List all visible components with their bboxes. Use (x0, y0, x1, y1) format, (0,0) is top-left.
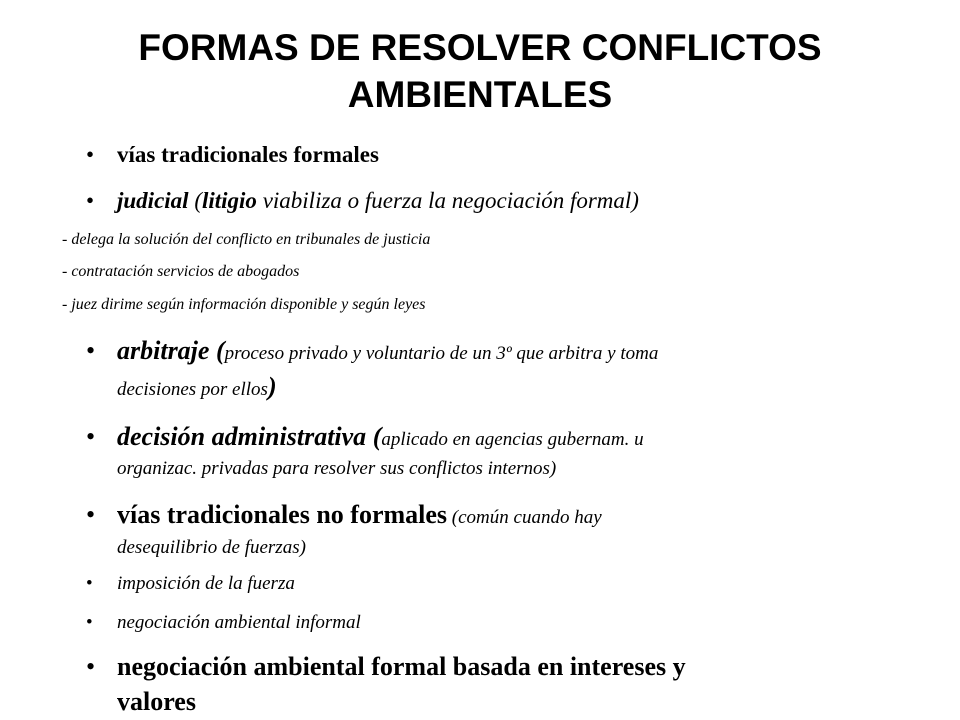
bullet-dot: • (86, 422, 96, 451)
decision-desc-2: organizac. privadas para resolver sus conflictos internos) (117, 458, 557, 479)
paren-open: ( (215, 336, 225, 365)
arbitraje-desc-2: decisiones por ellos (117, 379, 268, 400)
item-text (117, 334, 658, 371)
sub-item-2: - contratación servicios de abogados (62, 263, 300, 280)
sub-item-3: - juez dirime según información disponible y según leyes (62, 296, 426, 313)
judicial-label: judicial (117, 188, 189, 213)
no-formales-desc-2: desequilibrio de fuerzas) (117, 537, 306, 558)
item-text: negociación ambiental formal basada en intereses y (117, 652, 686, 681)
item-text (117, 372, 277, 405)
decision-label: decisión administrativa (117, 422, 373, 451)
bullet-dot: • (86, 500, 96, 529)
page-title: FORMAS DE RESOLVER CONFLICTOS AMBIENTALES (138, 27, 822, 115)
paren-open: ( (372, 422, 382, 451)
paren-close: ) (267, 372, 277, 401)
no-formales-desc: (común cuando hay (447, 507, 602, 528)
arbitraje-desc: proceso privado y voluntario de un 3º que arbitra y toma (224, 343, 659, 364)
no-formales-label: vías tradicionales no formales (117, 500, 448, 529)
arbitraje-label: arbitraje (117, 336, 216, 365)
bullet-dot: • (86, 573, 93, 594)
judicial-rest: viabiliza o fuerza la negociación formal) (256, 188, 639, 213)
item-text: imposición de la fuerza (117, 573, 295, 594)
decision-desc: aplicado en agencias gubernam. u (381, 429, 644, 450)
item-text (117, 420, 644, 457)
bullet-dot: • (86, 612, 93, 633)
sub-item-1: - delega la solución del conflicto en tribunales de justicia (62, 231, 431, 248)
bullet-dot: • (86, 188, 95, 213)
litigio-label: litigio (201, 188, 257, 213)
item-text: negociación ambiental informal (117, 612, 361, 633)
bullet-dot: • (86, 652, 96, 681)
bullet-dot: • (86, 142, 95, 167)
paren-open: ( (188, 188, 202, 213)
bullet-dot: • (86, 336, 96, 365)
item-text (117, 498, 602, 535)
item-text: vías tradicionales formales (117, 142, 379, 167)
item-text-2: valores (117, 687, 196, 716)
item-text (117, 186, 639, 216)
